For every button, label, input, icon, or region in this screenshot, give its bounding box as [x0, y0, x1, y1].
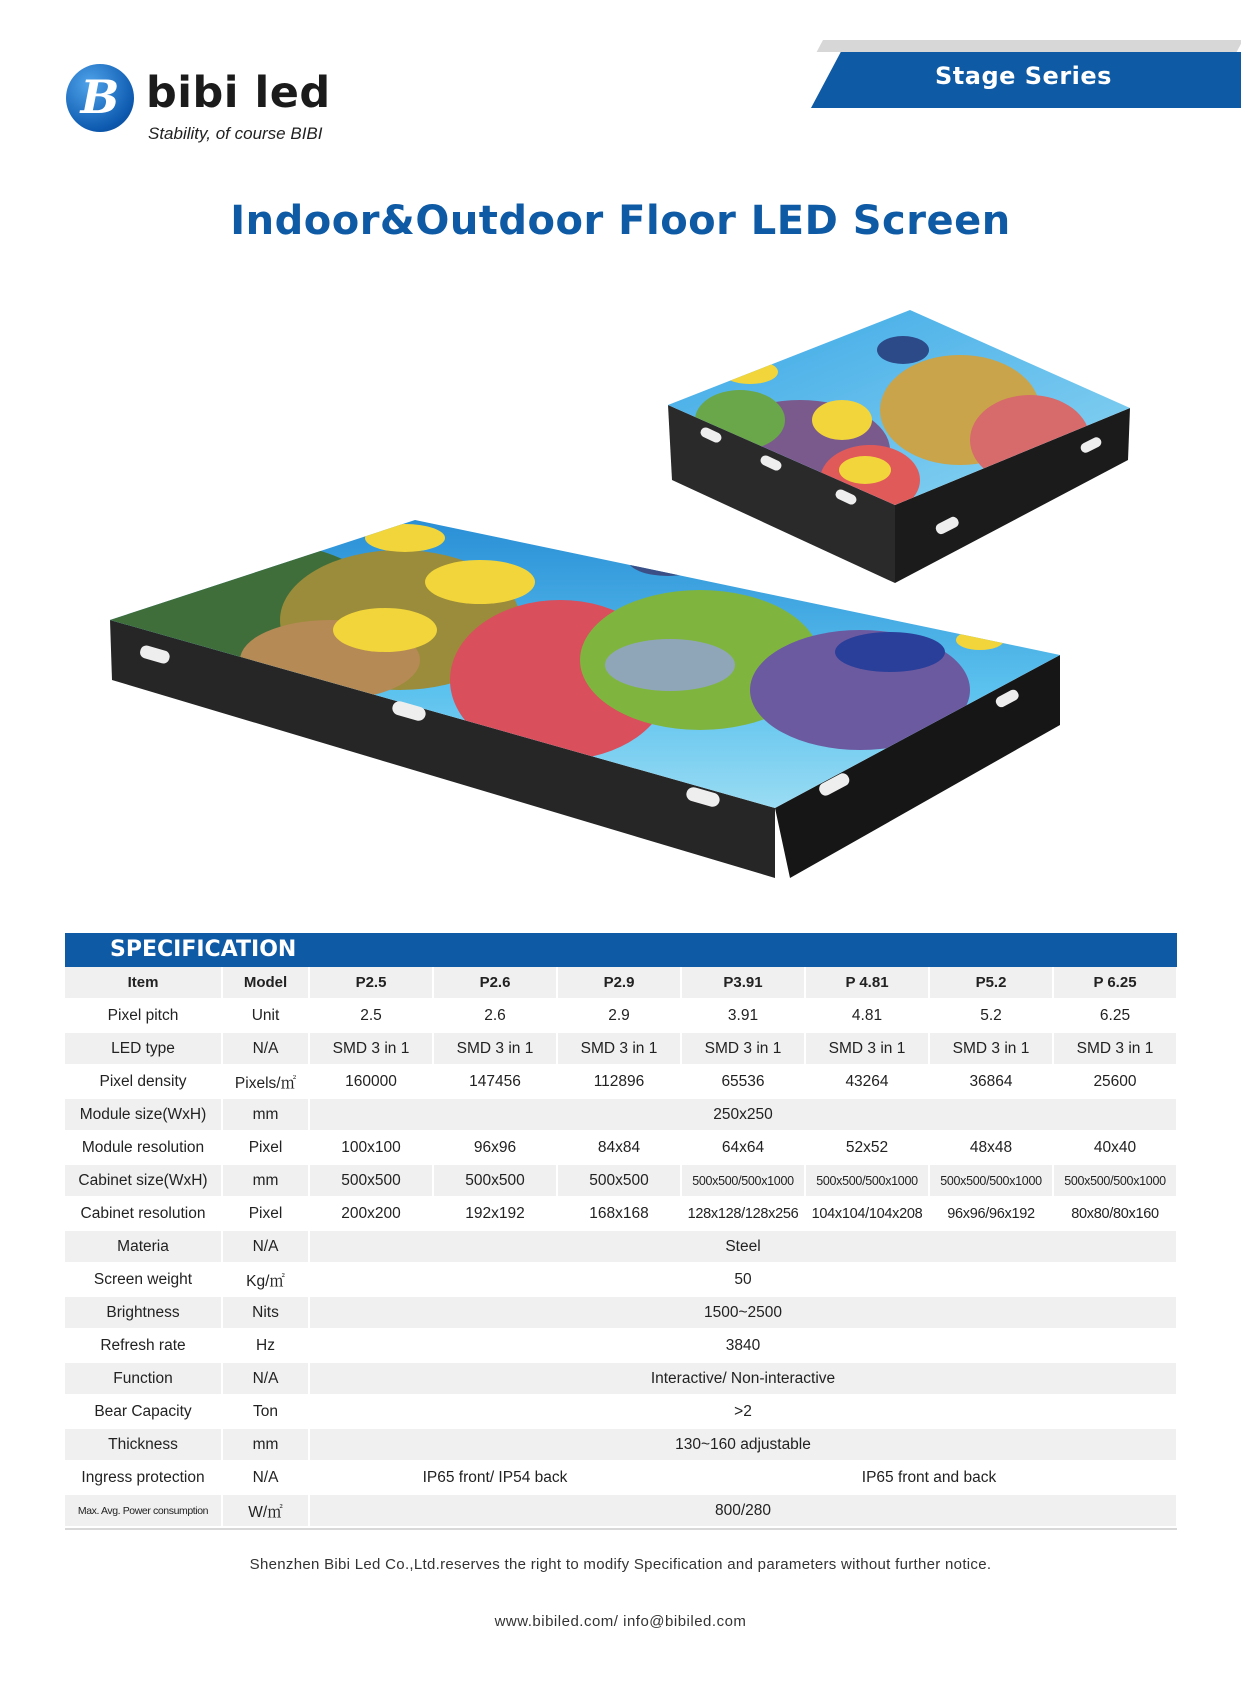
row-item: Module resolution: [65, 1131, 222, 1164]
table-cell: 500x500: [433, 1164, 557, 1197]
table-cell: 500x500: [309, 1164, 433, 1197]
row-unit: Pixel: [222, 1197, 309, 1230]
table-cell: 5.2: [929, 999, 1053, 1032]
brand-logo: [66, 62, 346, 152]
row-item: Pixel density: [65, 1065, 222, 1098]
table-cell: 250x250: [309, 1098, 1177, 1131]
table-cell: 43264: [805, 1065, 929, 1098]
row-item: Screen weight: [65, 1263, 222, 1296]
row-item: Pixel pitch: [65, 999, 222, 1032]
row-item: Max. Avg. Power consumption: [65, 1494, 222, 1527]
row-unit: N/A: [222, 1362, 309, 1395]
contact-info: www.bibiled.com/ info@bibiled.com: [494, 1613, 747, 1630]
row-unit: Kg/㎡: [222, 1263, 309, 1296]
table-row: [65, 1494, 1177, 1527]
large-floor-panel: [100, 520, 1060, 878]
spec-table: [65, 967, 1178, 1528]
table-cell: 160000: [309, 1065, 433, 1098]
row-unit: W/㎡: [222, 1494, 309, 1527]
table-cell: 3.91: [681, 999, 805, 1032]
table-row: [65, 1461, 1177, 1494]
row-item: Cabinet size(WxH): [65, 1164, 222, 1197]
table-cell: 96x96/96x192: [929, 1197, 1053, 1230]
table-cell: 100x100: [309, 1131, 433, 1164]
series-banner: [795, 42, 1241, 108]
disclaimer-text: Shenzhen Bibi Led Co.,Ltd.reserves the right to modify Specification and parameters without further notice.: [249, 1556, 992, 1573]
table-cell: 52x52: [805, 1131, 929, 1164]
table-cell: 500x500: [557, 1164, 681, 1197]
series-label: Stage Series: [935, 62, 1112, 90]
row-item: Ingress protection: [65, 1461, 222, 1494]
table-cell: 64x64: [681, 1131, 805, 1164]
table-cell: 112896: [557, 1065, 681, 1098]
brand-tagline: Stability, of course BIBI: [148, 124, 323, 143]
row-unit: Pixel: [222, 1131, 309, 1164]
table-cell: SMD 3 in 1: [309, 1032, 433, 1065]
table-row: [65, 999, 1177, 1032]
table-cell: 4.81: [805, 999, 929, 1032]
table-cell: 128x128/128x256: [681, 1197, 805, 1230]
table-cell: 96x96: [433, 1131, 557, 1164]
table-cell: 84x84: [557, 1131, 681, 1164]
table-cell: 192x192: [433, 1197, 557, 1230]
table-row: [65, 1395, 1177, 1428]
table-cell: 36864: [929, 1065, 1053, 1098]
row-unit: Nits: [222, 1296, 309, 1329]
spec-header: SPECIFICATION: [65, 933, 1177, 967]
row-item: Materia: [65, 1230, 222, 1263]
row-item: Bear Capacity: [65, 1395, 222, 1428]
table-row: [65, 1164, 1177, 1197]
column-header: Model: [222, 967, 309, 999]
table-row: [65, 1197, 1177, 1230]
table-cell: 500x500/500x1000: [805, 1164, 929, 1197]
column-header: Item: [65, 967, 222, 999]
row-item: LED type: [65, 1032, 222, 1065]
table-cell: 80x80/80x160: [1053, 1197, 1177, 1230]
row-item: Thickness: [65, 1428, 222, 1461]
table-cell: 2.9: [557, 999, 681, 1032]
table-cell: 6.25: [1053, 999, 1177, 1032]
column-header: P2.6: [433, 967, 557, 999]
row-unit: mm: [222, 1428, 309, 1461]
row-unit: Ton: [222, 1395, 309, 1428]
table-cell: 3840: [309, 1329, 1177, 1362]
table-row: [65, 1329, 1177, 1362]
column-header: P5.2: [929, 967, 1053, 999]
table-cell: 65536: [681, 1065, 805, 1098]
table-cell: Steel: [309, 1230, 1177, 1263]
table-cell: IP65 front and back: [681, 1461, 1177, 1494]
column-header: P2.5: [309, 967, 433, 999]
brand-name: bibi led: [146, 68, 331, 118]
row-unit: N/A: [222, 1461, 309, 1494]
table-cell: SMD 3 in 1: [681, 1032, 805, 1065]
table-cell: 2.5: [309, 999, 433, 1032]
table-row: [65, 1428, 1177, 1461]
column-header: P3.91: [681, 967, 805, 999]
table-cell: 500x500/500x1000: [1053, 1164, 1177, 1197]
row-unit: mm: [222, 1098, 309, 1131]
table-cell: Interactive/ Non-interactive: [309, 1362, 1177, 1395]
table-cell: 147456: [433, 1065, 557, 1098]
small-floor-panel: [668, 310, 1130, 583]
row-unit: Unit: [222, 999, 309, 1032]
table-header-row: [65, 967, 1177, 999]
page-title: Indoor&Outdoor Floor LED Screen: [230, 198, 1011, 244]
table-cell: 130~160 adjustable: [309, 1428, 1177, 1461]
table-row: [65, 1065, 1177, 1098]
column-header: P2.9: [557, 967, 681, 999]
table-cell: 168x168: [557, 1197, 681, 1230]
table-cell: SMD 3 in 1: [929, 1032, 1053, 1065]
table-cell: 2.6: [433, 999, 557, 1032]
row-item: Refresh rate: [65, 1329, 222, 1362]
table-cell: 800/280: [309, 1494, 1177, 1527]
table-cell: 40x40: [1053, 1131, 1177, 1164]
table-row: [65, 1098, 1177, 1131]
logo-mark: B: [66, 64, 134, 132]
table-cell: 200x200: [309, 1197, 433, 1230]
table-cell: 25600: [1053, 1065, 1177, 1098]
table-cell: SMD 3 in 1: [1053, 1032, 1177, 1065]
table-cell: SMD 3 in 1: [805, 1032, 929, 1065]
row-item: Brightness: [65, 1296, 222, 1329]
table-row: [65, 1032, 1177, 1065]
row-item: Module size(WxH): [65, 1098, 222, 1131]
table-row: [65, 1131, 1177, 1164]
product-image: [100, 300, 1150, 900]
table-row: [65, 1263, 1177, 1296]
row-unit: Pixels/㎡: [222, 1065, 309, 1098]
row-unit: N/A: [222, 1230, 309, 1263]
table-cell: 104x104/104x208: [805, 1197, 929, 1230]
table-cell: SMD 3 in 1: [557, 1032, 681, 1065]
row-unit: N/A: [222, 1032, 309, 1065]
column-header: P 6.25: [1053, 967, 1177, 999]
column-header: P 4.81: [805, 967, 929, 999]
row-item: Cabinet resolution: [65, 1197, 222, 1230]
row-unit: mm: [222, 1164, 309, 1197]
row-item: Function: [65, 1362, 222, 1395]
table-row: [65, 1230, 1177, 1263]
table-cell: 1500~2500: [309, 1296, 1177, 1329]
table-cell: SMD 3 in 1: [433, 1032, 557, 1065]
table-cell: 50: [309, 1263, 1177, 1296]
row-unit: Hz: [222, 1329, 309, 1362]
table-cell: 500x500/500x1000: [681, 1164, 805, 1197]
table-row: [65, 1296, 1177, 1329]
table-cell: IP65 front/ IP54 back: [309, 1461, 681, 1494]
table-cell: 500x500/500x1000: [929, 1164, 1053, 1197]
table-row: [65, 1362, 1177, 1395]
table-cell: 48x48: [929, 1131, 1053, 1164]
table-cell: >2: [309, 1395, 1177, 1428]
table-divider: [65, 1528, 1177, 1530]
